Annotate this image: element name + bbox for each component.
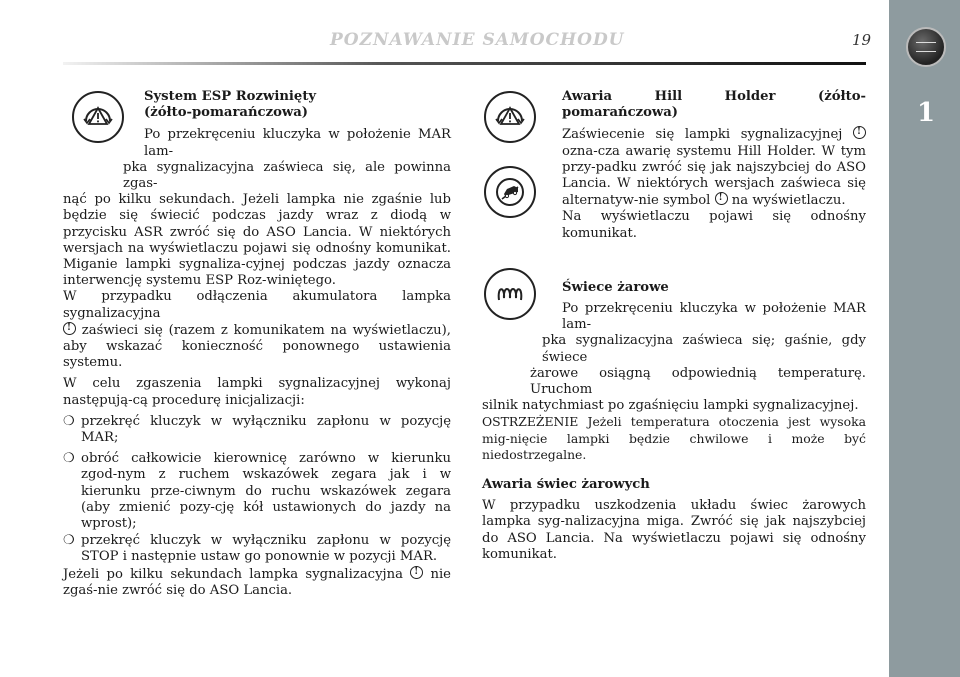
procedure-intro: W celu zgaszenia lampki sygnalizacyjnej wykonaj następują-cą procedurę inicjalizacji:	[63, 376, 451, 408]
glow-plug-failure-title: Awaria świec żarowych	[482, 477, 650, 493]
hill-holder-car-inline-icon	[715, 192, 728, 205]
esp-inline-icon	[410, 566, 423, 579]
glow-plug-failure-paragraph: W przypadku uszkodzenia układu świec żarowych lampka syg-nalizacyjna miga. Zwróć się jak najszybciej do ASO Lancia. Na wyświetlaczu pojawi się odnośny komunikat.	[482, 498, 866, 562]
glow-plug-line3: żarowe osiągną odpowiednią temperaturę. Uruchom	[530, 365, 866, 398]
right-column	[482, 89, 866, 563]
esp-paragraph: nąć po kilku sekundach. Jeżeli lampka nie zgaśnie lub będzie się świecić podczas jazdy wraz z diodą w przycisku ASR zwróć się do ASO Lancia. W niektórych wersjach na wyświetlaczu pojawi się odnośny komunikat. Miganie lampki sygnaliza-cyjnej podczas jazdy oznacza interwencję systemu ESP Roz-winiętego.	[63, 192, 451, 289]
page-number: 19	[852, 31, 872, 49]
chapter-number: 1	[916, 98, 936, 128]
final-paragraph: Jeżeli po kilku sekundach lampka sygnalizacyjna ! nie zgaś-nie zwróć się do ASO Lancia.	[63, 566, 451, 599]
esp-paragraph-line2: pka sygnalizacyjna zaświeca się, ale powinna zgas-	[123, 159, 451, 192]
glow-plug-line1: Po przekręceniu kluczyka w położenie MAR lam-	[562, 301, 866, 333]
header-title: POZNAWANIE SAMOCHODU	[330, 30, 625, 50]
list-item: ❍ przekręć kluczyk w wyłączniku zapłonu w pozycję MAR;	[63, 413, 451, 446]
esp-paragraph-line1: Po przekręceniu kluczyka w położenie MAR lam-	[144, 127, 451, 159]
list-item: ❍ obróć całkowicie kierownicę zarówno w kierunku zgod-nym z ruchem wskazówek zegara jak i w kierunku prze-ciwnym do ruchu wskazówek zegara (aby zmienić pozy-cję kół ustawionych do jazdy na wprost);	[63, 451, 451, 532]
hill-holder-title: Awaria Hill Holder (żółto-pomarańczowa)	[562, 89, 866, 121]
esp-subtitle: (żółto-pomarańczowa)	[144, 105, 309, 121]
header-rule	[63, 62, 866, 65]
hill-holder-inline-icon	[853, 126, 866, 139]
glow-plug-title: Świece żarowe	[562, 279, 669, 295]
list-item: ❍ przekręć kluczyk w wyłączniku zapłonu w pozycję STOP i następnie ustaw go ponownie w pozycji MAR.	[63, 533, 451, 565]
hill-holder-paragraph2: Na wyświetlaczu pojawi się odnośny komunikat.	[562, 209, 866, 241]
lancia-logo	[906, 27, 946, 67]
hill-holder-paragraph: Zaświecenie się lampki sygnalizacyjnej ! ozna-cza awarię systemu Hill Holder. W tym przy-padku zwróć się jak najszybciej do ASO Lancia. W niektórych wersjach zaświeca się alternatyw-nie symbol ! na wyświetlaczu.	[482, 126, 866, 209]
glow-plug-paragraph: silnik natychmiast po zgaśnięciu lampki sygnalizacyjnej.	[482, 398, 859, 414]
esp-inline-icon	[63, 322, 76, 335]
esp-title: System ESP Rozwinięty	[144, 89, 317, 104]
battery-paragraph-a: W przypadku odłączenia akumulatora lampka sygnalizacyjna	[63, 289, 451, 321]
battery-paragraph: ! zaświeci się (razem z komunikatem na wyświetlaczu), aby wskazać konieczność ponownego ustawienia systemu.	[63, 322, 451, 372]
glow-plug-line2: pka sygnalizacyjna zaświeca się; gaśnie, gdy świece	[542, 333, 866, 365]
warning-paragraph: OSTRZEŻENIE Jeżeli temperatura otoczenia jest wysoka mig-nięcie lampki będzie chwilowe i może być niedostrzegalne.	[482, 414, 866, 462]
left-column	[63, 89, 451, 599]
